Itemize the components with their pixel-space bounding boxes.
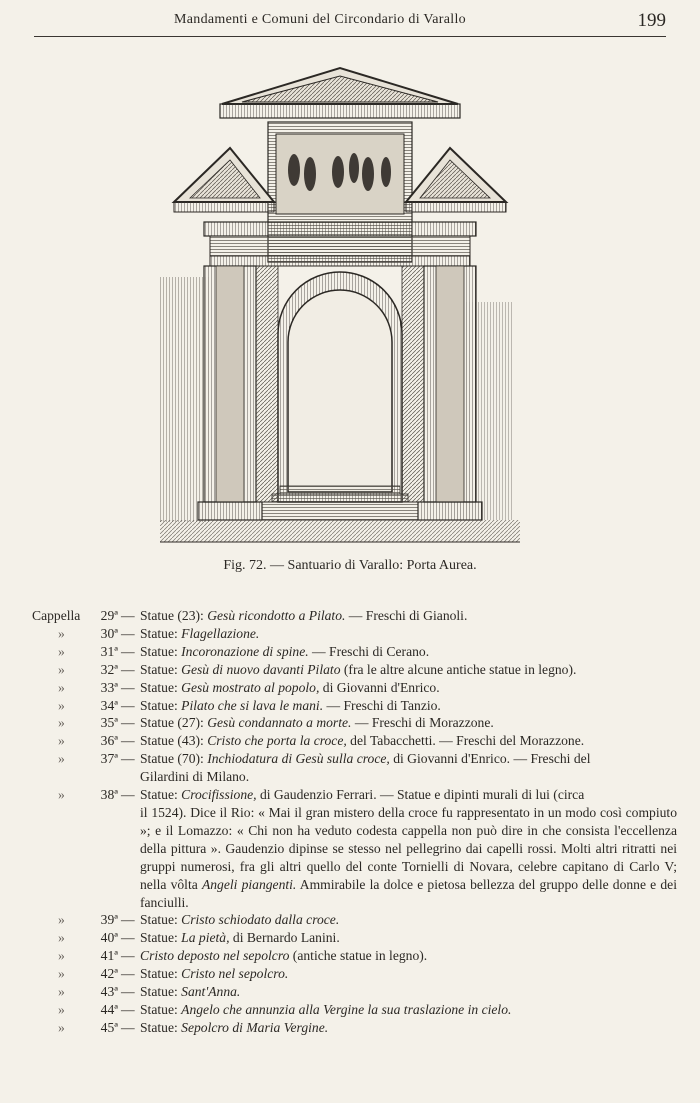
entry-text: di Giovanni d'Enrico. — Freschi del bbox=[389, 751, 591, 767]
entry-text: Statue: bbox=[140, 661, 182, 677]
entry-text: Statue: bbox=[140, 1001, 182, 1017]
entry-continuation bbox=[140, 768, 677, 786]
ditto-mark: » bbox=[58, 733, 65, 749]
italic-title: Cristo schiodato dalla croce. bbox=[181, 912, 340, 928]
italic-title: Crocifissione, bbox=[181, 787, 257, 803]
list-item bbox=[0, 750, 700, 786]
ditto-mark: » bbox=[58, 697, 65, 713]
ditto-mark: » bbox=[58, 751, 65, 767]
list-item bbox=[0, 1019, 700, 1037]
entry-description bbox=[140, 1001, 677, 1019]
em-dash: — bbox=[121, 733, 135, 749]
ditto-mark: » bbox=[58, 661, 65, 677]
entry-text: Statue (70): bbox=[140, 751, 208, 767]
italic-title: Inchiodatura di Gesù sulla croce, bbox=[207, 751, 390, 767]
em-dash: — bbox=[121, 697, 135, 713]
entry-description bbox=[140, 786, 677, 911]
list-item bbox=[0, 732, 700, 750]
chapel-list bbox=[0, 607, 700, 1037]
entry-text: di Gaudenzio Ferrari. — Statue e dipinti murali di lui (circa bbox=[256, 787, 585, 803]
entry-text: — Freschi di Gianoli. bbox=[345, 608, 468, 623]
italic-title: Angelo che annunzia alla Vergine la sua traslazione in cielo. bbox=[181, 1001, 512, 1017]
em-dash: — bbox=[121, 1019, 135, 1035]
em-dash: — bbox=[121, 966, 135, 982]
ditto-mark: » bbox=[58, 1001, 65, 1017]
chapel-number: 44ª bbox=[100, 1001, 118, 1017]
entry-description bbox=[140, 607, 677, 625]
em-dash: — bbox=[121, 608, 135, 623]
chapel-number: 41ª bbox=[100, 948, 118, 964]
italic-title: Sant'Anna. bbox=[181, 984, 241, 1000]
list-item bbox=[0, 1001, 700, 1019]
entry-text: Statue: bbox=[140, 643, 182, 659]
italic-title: Cristo deposto nel sepolcro bbox=[140, 948, 290, 964]
italic-title: Cristo nel sepolcro. bbox=[181, 966, 289, 982]
running-title: Mandamenti e Comuni del Circondario di Varallo bbox=[174, 12, 466, 27]
italic-title: La pietà, bbox=[181, 930, 230, 946]
entry-text: di Bernardo Lanini. bbox=[229, 930, 340, 946]
italic-title: Gesù condannato a morte. bbox=[207, 715, 352, 731]
entry-description bbox=[140, 929, 677, 947]
entry-text: Ammirabile la dolce e pietosa bellezza del gruppo delle donne e dei fanciulli. bbox=[140, 876, 677, 910]
entry-description bbox=[140, 983, 677, 1001]
list-item bbox=[0, 697, 700, 715]
em-dash: — bbox=[121, 625, 135, 641]
list-item bbox=[0, 911, 700, 929]
page-number: 199 bbox=[637, 10, 666, 31]
em-dash: — bbox=[121, 679, 135, 695]
entry-description bbox=[140, 679, 677, 697]
ditto-mark: » bbox=[58, 984, 65, 1000]
chapel-number: 40ª bbox=[100, 930, 118, 946]
entry-text: Statue: bbox=[140, 930, 182, 946]
chapel-number: 36ª bbox=[100, 733, 118, 749]
italic-title: Gesù di nuovo davanti Pilato bbox=[181, 661, 341, 677]
chapel-number: 31ª bbox=[100, 643, 118, 659]
entry-description bbox=[140, 1019, 677, 1037]
ditto-mark: » bbox=[58, 715, 65, 731]
entry-description bbox=[140, 643, 677, 661]
em-dash: — bbox=[121, 930, 135, 946]
em-dash: — bbox=[121, 715, 135, 731]
list-item bbox=[0, 965, 700, 983]
entry-text: del Tabacchetti. — Freschi del Morazzone. bbox=[346, 733, 585, 749]
entry-text: Statue: bbox=[140, 912, 182, 928]
entry-text: Statue: bbox=[140, 984, 182, 1000]
list-item bbox=[0, 679, 700, 697]
em-dash: — bbox=[121, 948, 135, 964]
entry-description bbox=[140, 714, 677, 732]
entry-text: Statue: bbox=[140, 787, 182, 803]
chapel-number: 43ª bbox=[100, 984, 118, 1000]
ditto-mark: » bbox=[58, 912, 65, 928]
entry-description bbox=[140, 732, 677, 750]
entry-text: (fra le altre alcune antiche statue in legno). bbox=[340, 661, 577, 677]
entry-description bbox=[140, 750, 677, 786]
list-item bbox=[0, 786, 700, 911]
em-dash: — bbox=[121, 984, 135, 1000]
ditto-mark: » bbox=[58, 1019, 65, 1035]
list-item bbox=[0, 714, 700, 732]
entry-text: Statue (23): bbox=[140, 608, 208, 623]
entry-continuation bbox=[140, 804, 677, 911]
ditto-mark: » bbox=[58, 948, 65, 964]
chapel-number: 32ª bbox=[100, 661, 118, 677]
em-dash: — bbox=[121, 1001, 135, 1017]
ditto-mark: » bbox=[58, 625, 65, 641]
list-item bbox=[0, 929, 700, 947]
entry-text: Statue (27): bbox=[140, 715, 208, 731]
ditto-mark: » bbox=[58, 787, 65, 803]
em-dash: — bbox=[121, 643, 135, 659]
chapel-number: 33ª bbox=[100, 679, 118, 695]
chapel-number: 42ª bbox=[100, 966, 118, 982]
entry-text: Statue: bbox=[140, 1019, 182, 1035]
entry-description bbox=[140, 697, 677, 715]
entry-text: Statue: bbox=[140, 679, 182, 695]
italic-title: Incoronazione di spine. bbox=[181, 643, 309, 659]
italic-title: Pilato che si lava le mani. bbox=[181, 697, 324, 713]
entry-text: (antiche statue in legno). bbox=[289, 948, 428, 964]
entry-text: di Giovanni d'Enrico. bbox=[319, 679, 440, 695]
ditto-mark: » bbox=[58, 966, 65, 982]
italic-title: Sepolcro di Maria Vergine. bbox=[181, 1019, 329, 1035]
figure-caption: Fig. 72. — Santuario di Varallo: Porta Aurea. bbox=[223, 558, 477, 573]
list-item bbox=[0, 661, 700, 679]
ditto-mark: » bbox=[58, 679, 65, 695]
chapel-number: 38ª bbox=[100, 787, 118, 803]
entry-description bbox=[140, 947, 677, 965]
italic-title: Gesù mostrato al popolo, bbox=[181, 679, 320, 695]
italic-title: Gesù ricondotto a Pilato. bbox=[207, 608, 346, 623]
entry-text: Statue: bbox=[140, 625, 182, 641]
cappella-label: Cappella bbox=[32, 608, 81, 623]
list-item bbox=[0, 625, 700, 643]
italic-title: Cristo che porta la croce, bbox=[207, 733, 347, 749]
ditto-mark: » bbox=[58, 930, 65, 946]
chapel-number: 30ª bbox=[100, 625, 118, 641]
chapel-number: 34ª bbox=[100, 697, 118, 713]
running-header bbox=[34, 10, 666, 37]
list-item bbox=[0, 983, 700, 1001]
em-dash: — bbox=[121, 912, 135, 928]
entry-description bbox=[140, 661, 677, 679]
ditto-mark: » bbox=[58, 643, 65, 659]
list-item bbox=[0, 607, 700, 625]
chapel-number: 45ª bbox=[100, 1019, 118, 1035]
em-dash: — bbox=[121, 661, 135, 677]
italic-title: Angeli piangenti. bbox=[201, 876, 297, 892]
entry-description bbox=[140, 625, 677, 643]
list-item bbox=[0, 643, 700, 661]
entry-description bbox=[140, 965, 677, 983]
entry-text: — Freschi di Cerano. bbox=[308, 643, 430, 659]
italic-title: Flagellazione. bbox=[181, 625, 260, 641]
chapel-number: 29ª bbox=[100, 608, 118, 623]
entry-description bbox=[140, 911, 677, 929]
entry-text: Statue: bbox=[140, 697, 182, 713]
entry-text: — Freschi di Tanzio. bbox=[323, 697, 441, 713]
entry-text: — Freschi di Morazzone. bbox=[351, 715, 494, 731]
chapel-number: 37ª bbox=[100, 751, 118, 767]
list-item bbox=[0, 947, 700, 965]
engraving-porta-aurea bbox=[160, 62, 520, 546]
em-dash: — bbox=[121, 751, 135, 767]
entry-text: Statue (43): bbox=[140, 733, 208, 749]
chapel-number: 39ª bbox=[100, 912, 118, 928]
entry-text: il 1524). Dice il Rio: « Mai il gran mistero della croce fu rappresentato in un modo così compiuto »; e il Lomazzo: « Chi non ha veduto codesta cappella non può dire in che consista l'eccellenza della pittura ». Gaudenzio dipinse se stesso nel pellegrino dai capelli rossi. Molti altri ritratti nei gruppi numerosi, fra gli altri quello del conte Tornielli di Novara, celebre capitano di Carlo V; nella vôlta bbox=[140, 804, 677, 892]
chapel-number: 35ª bbox=[100, 715, 118, 731]
entry-text: Gilardini di Milano. bbox=[140, 769, 250, 785]
entry-text: Statue: bbox=[140, 966, 182, 982]
em-dash: — bbox=[121, 787, 135, 803]
